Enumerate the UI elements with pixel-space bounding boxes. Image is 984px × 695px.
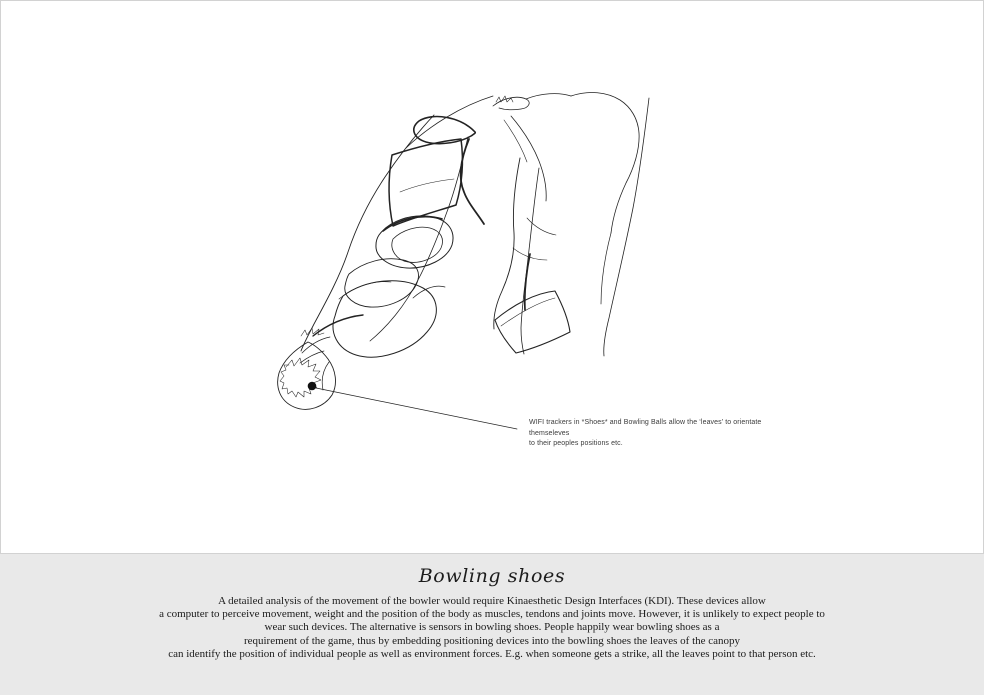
annotation-note	[529, 418, 789, 450]
bowling-shoe-group	[278, 328, 336, 409]
right-leg-group	[494, 158, 611, 354]
annotation-leader-line	[316, 388, 517, 429]
wifi-tracker-dot	[308, 382, 317, 391]
footer-panel	[0, 554, 984, 695]
bowler-legs-sketch	[271, 86, 691, 446]
description-paragraph	[0, 595, 984, 661]
annotation-line-2: to their peoples positions etc.	[529, 440, 623, 447]
paragraph-line: requirement of the game, thus by embedding positioning devices into the bowling shoes the leaves of the canopy	[243, 634, 741, 647]
paragraph-line: a computer to perceive movement, weight and the position of the body as muscles, tendons and joints move. However, it is unlikely to expect people to	[159, 608, 825, 621]
paragraph-line: wear such devices. The alternative is sensors in bowling shoes. People happily wear bowling shoes as a	[264, 621, 720, 634]
page-title: Bowling shoes	[418, 565, 566, 587]
annotation-line-1: WIFI trackers in *Shoes* and Bowling Balls allow the ‘leaves’ to orientate themseleves	[529, 419, 762, 437]
paragraph-line: A detailed analysis of the movement of the bowler would require Kinaesthetic Design Interfaces (KDI). These devices allow	[218, 595, 766, 607]
paragraph-line: can identify the position of individual people as well as environment forces. E.g. when someone gets a strike, all the leaves point to that person etc.	[168, 647, 816, 660]
left-leg-group	[300, 115, 468, 363]
